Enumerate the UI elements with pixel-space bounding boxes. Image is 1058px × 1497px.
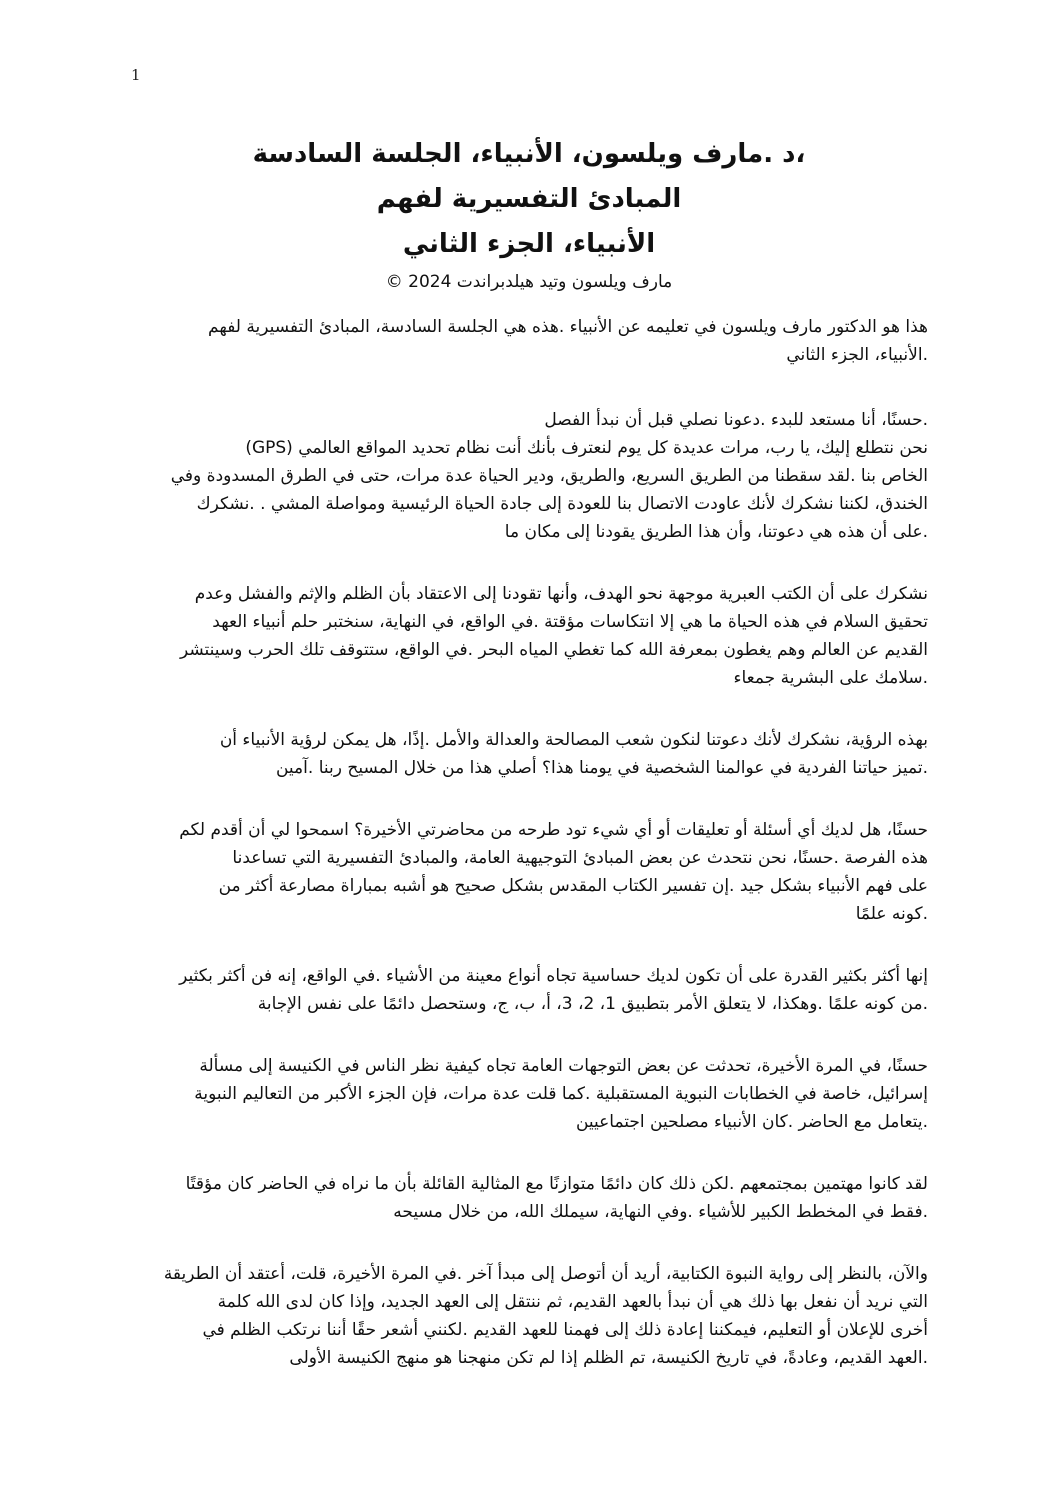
paragraph-another-principle	[131, 1260, 928, 1372]
document-title-line-2: المبادئ التفسيرية لفهم	[376, 184, 682, 214]
text-line: .كونه علمًا	[855, 904, 928, 924]
document-header	[130, 132, 928, 295]
text-line: على فهم الأنبياء بشكل جيد .إن تفسير الكتاب المقدس بشكل صحيح هو أشبه بمباراة مصارعة أكثر من	[218, 876, 928, 896]
paragraph-opening-prayer	[131, 406, 928, 546]
text-line: تحقيق السلام في هذه الحياة ما هي إلا انتكاسات مؤقتة .في الواقع، في النهاية، سنختبر حلم أنبياء العهد	[212, 612, 928, 632]
text-line: الخندق، لكننا نشكرك لأنك عاودت الاتصال بنا للعودة إلى جادة الحياة الرئيسية ومواصلة المشي . .نشكرك	[196, 494, 928, 514]
document-title-line-1: ،د .مارف ويلسون، الأنبياء، الجلسة السادسة	[252, 139, 806, 169]
text-line: .يتعامل مع الحاضر .كان الأنبياء مصلحين اجتماعيين	[575, 1112, 928, 1132]
text-line: .حسنًا، أنا مستعد للبدء .دعونا نصلي قبل أن نبدأ الفصل	[544, 410, 928, 430]
text-line: .الأنبياء، الجزء الثاني	[786, 345, 928, 365]
text-line: لقد كانوا مهتمين بمجتمعهم .لكن ذلك كان دائمًا متوازنًا مع المثالية القائلة بأن ما نراه في الحاضر كان مؤقتًا	[185, 1174, 928, 1194]
text-line: .العهد القديم، وعادةً، في تاريخ الكنيسة، تم الظلم إذا لم تكن منهجنا هو منهج الكنيسة الأولى	[289, 1348, 928, 1368]
text-line: بهذه الرؤية، نشكرك لأنك دعوتنا لنكون شعب المصالحة والعدالة والأمل .إذًا، هل يمكن لرؤية الأنبياء أن	[219, 730, 928, 750]
copyright-notice: مارف ويلسون وتيد هيلدبراندت 2024 ©	[385, 272, 673, 292]
text-line: هذه الفرصة .حسنًا، نحن نتحدث عن بعض المبادئ التوجيهية العامة، والمبادئ التفسيرية التي تساعدنا	[232, 848, 928, 868]
paragraph-last-time	[131, 1052, 928, 1136]
text-line: إنها أكثر بكثير القدرة على أن تكون لديك حساسية تجاه أنواع معينة من الأشياء .في الواقع، إنه فن أكثر بكثير	[179, 966, 928, 986]
paragraph-intro	[131, 313, 928, 369]
text-line: التي نريد أن نفعل بها ذلك هي أن نبدأ بالعهد القديم، ثم ننتقل إلى العهد الجديد، وإذا كان لدى الله كلمة	[217, 1292, 928, 1312]
text-line: .تميز حياتنا الفردية في عوالمنا الشخصية في يومنا هذا؟ أصلي هذا من خلال المسيح ربنا .آمين	[275, 758, 928, 778]
paragraph-vision	[131, 726, 928, 782]
text-line: .على أن هذه هي دعوتنا، وأن هذا الطريق يقودنا إلى مكان ما	[504, 522, 928, 542]
text-line: .فقط في المخطط الكبير للأشياء .وفي النهاية، سيملك الله، من خلال مسيحه	[393, 1202, 928, 1222]
paragraph-questions	[131, 816, 928, 928]
text-line: .سلامك على البشرية جمعاء	[733, 668, 928, 688]
text-line: والآن، بالنظر إلى رواية النبوة الكتابية، أريد أن أتوصل إلى مبدأ آخر .في المرة الأخيرة، قلت، أعتقد أن الطريقة	[163, 1264, 928, 1284]
paragraph-society	[131, 1170, 928, 1226]
page-number: 1	[131, 66, 141, 84]
document-body	[131, 313, 928, 1372]
text-line: الخاص بنا .لقد سقطنا من الطريق السريع، والطريق، ودير الحياة عدة مرات، حتى في الطرق المسدودة وفي	[170, 466, 928, 486]
document-title-line-3: الأنبياء، الجزء الثاني	[402, 229, 656, 259]
text-line: أخرى للإعلان أو التعليم، فيمكننا إعادة ذلك إلى فهمنا للعهد القديم .لكنني أشعر حقًا أننا نرتكب الظلم في	[202, 1320, 928, 1340]
text-line: .من كونه علمًا .وهكذا، لا يتعلق الأمر بتطبيق 1، 2، 3، أ، ب، ج، وستحصل دائمًا على نفس الإجابة	[257, 994, 928, 1014]
paragraph-hebrew-books	[131, 580, 928, 692]
text-line: هذا هو الدكتور مارف ويلسون في تعليمه عن الأنبياء .هذه هي الجلسة السادسة، المبادئ التفسيرية لفهم	[208, 317, 928, 337]
text-line: حسنًا، هل لديك أي أسئلة أو تعليقات أو أي شيء تود طرحه من محاضرتي الأخيرة؟ اسمحوا لي أن أقدم لكم	[179, 820, 928, 840]
text-line: (GPS) نحن نتطلع إليك، يا رب، مرات عديدة كل يوم لنعترف بأنك أنت نظام تحديد المواقع العالمي	[245, 438, 928, 458]
text-line: القديم عن العالم وهم يغطون بمعرفة الله كما تغطي المياه البحر .في الواقع، ستتوقف تلك الحرب وسينتشر	[179, 640, 928, 660]
text-line: إسرائيل، خاصة في الخطابات النبوية المستقبلية .كما قلت عدة مرات، فإن الجزء الأكبر من التعاليم النبوية	[194, 1084, 928, 1104]
paragraph-art-not-science	[131, 962, 928, 1018]
text-line: نشكرك على أن الكتب العبرية موجهة نحو الهدف، وأنها تقودنا إلى الاعتقاد بأن الظلم والإثم والفشل وعدم	[194, 584, 928, 604]
text-line: حسنًا، في المرة الأخيرة، تحدثت عن بعض التوجهات العامة تجاه كيفية نظر الناس في الكنيسة إلى مسألة	[199, 1056, 928, 1076]
